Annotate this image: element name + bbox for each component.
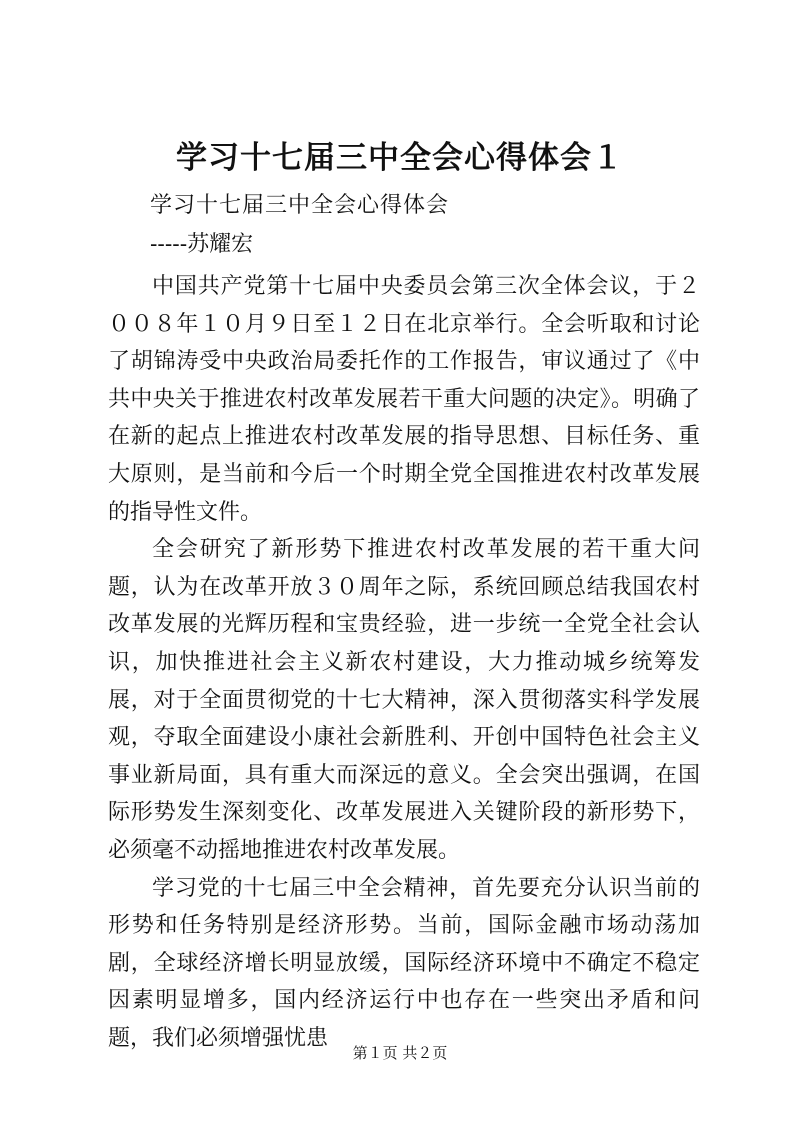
- author-line: -----苏耀宏: [150, 232, 254, 257]
- document-subtitle: 学习十七届三中全会心得体会: [150, 193, 450, 218]
- document-title: 学习十七届三中全会心得体会１: [176, 140, 624, 176]
- paragraph-2: 全会研究了新形势下推进农村改革发展的若干重大问题，认为在改革开放３０周年之际，系统回顾总结我国农村改革发展的光辉历程和宝贵经验，进一步统一全党全社会认识，加快推进社会主义新农村建设，大力推动城乡统筹发展，对于全面贯彻党的十七大精神，深入贯彻落实科学发展观，夺取全面建设小康社会新胜利、开创中国特色社会主义事业新局面，具有重大而深远的意义。全会突出强调，在国际形势发生深刻变化、改革发展进入关键阶段的新形势下，必须毫不动摇地推进农村改革发展。: [108, 537, 700, 863]
- page-footer: 第１页 共２页: [352, 1044, 448, 1062]
- paragraph-3: 学习党的十七届三中全会精神，首先要充分认识当前的形势和任务特别是经济形势。当前，国际金融市场动荡加剧，全球经济增长明显放缓，国际经济环境中不确定不稳定因素明显增多，国内经济运行中也存在一些突出矛盾和问题，我们必须增强忧患: [108, 875, 700, 1051]
- document-body: [108, 268, 700, 1057]
- paragraph-1: 中国共产党第十七届中央委员会第三次全体会议，于２００８年１０月９日至１２日在北京举行。全会听取和讨论了胡锦涛受中央政治局委托作的工作报告，审议通过了《中共中央关于推进农村改革发展若干重大问题的决定》。明确了在新的起点上推进农村改革发展的指导思想、目标任务、重大原则，是当前和今后一个时期全党全国推进农村改革发展的指导性文件。: [108, 274, 700, 525]
